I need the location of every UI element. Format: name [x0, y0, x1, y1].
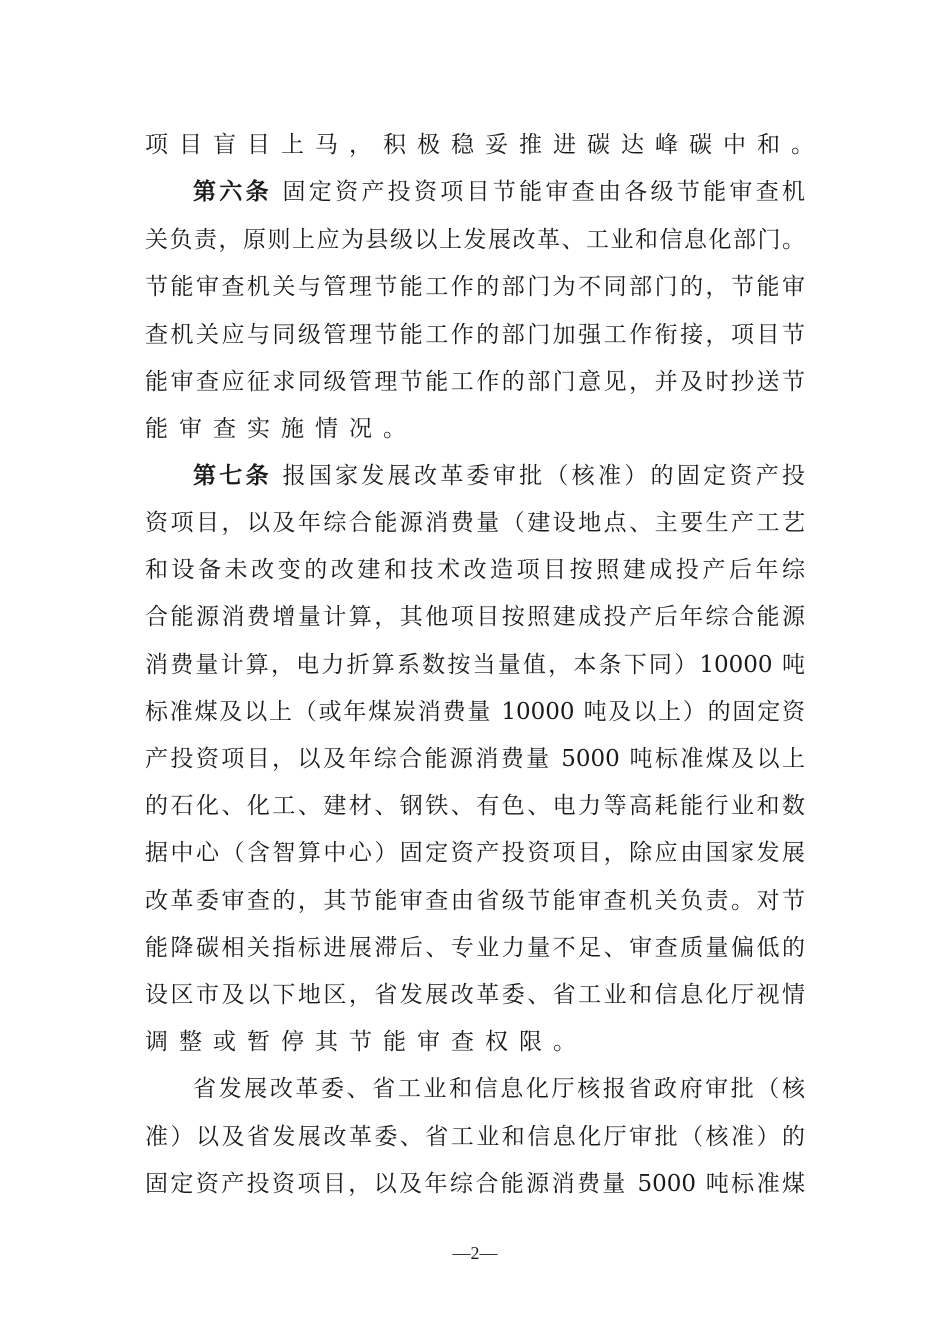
text-line: 资项目，以及年综合能源消费量（建设地点、主要生产工艺 — [145, 510, 805, 536]
text-line: 项目盲目上马，积极稳妥推进碳达峰碳中和。 — [145, 132, 825, 158]
text-line: 能审查实施情况。 — [145, 416, 417, 442]
text-line: 标准煤及以上（或年煤炭消费量 10000 吨及以上）的固定资 — [145, 699, 805, 725]
text-line: 和设备未改变的改建和技术改造项目按照建成投产后年综 — [145, 557, 805, 583]
article-7-first-line — [193, 456, 805, 496]
text-line: 固定资产投资项目，以及年综合能源消费量 5000 吨标准煤 — [145, 1171, 805, 1197]
text-line: 准）以及省发展改革委、省工业和信息化厅审批（核准）的 — [145, 1124, 805, 1150]
page-number: —2— — [452, 1243, 498, 1263]
text-line: 查机关应与同级管理节能工作的部门加强工作衔接，项目节 — [145, 322, 805, 348]
text-line: 产投资项目，以及年综合能源消费量 5000 吨标准煤及以上 — [145, 746, 805, 772]
text-line: 合能源消费增量计算，其他项目按照建成投产后年综合能源 — [145, 604, 805, 630]
text-line: 报国家发展改革委审批（核准）的固定资产投 — [282, 463, 806, 489]
article-heading: 第六条 — [193, 179, 272, 205]
text-line: 改革委审查的，其节能审查由省级节能审查机关负责。对节 — [145, 888, 805, 914]
text-line: 能审查应征求同级管理节能工作的部门意见，并及时抄送节 — [145, 369, 805, 395]
text-line: 据中心（含智算中心）固定资产投资项目，除应由国家发展 — [145, 840, 805, 866]
text-line: 节能审查机关与管理节能工作的部门为不同部门的，节能审 — [145, 274, 805, 300]
text-line: 省发展改革委、省工业和信息化厅核报省政府审批（核 — [193, 1076, 805, 1102]
article-6-first-line — [193, 172, 805, 212]
text-line: 设区市及以下地区，省发展改革委、省工业和信息化厅视情 — [145, 982, 805, 1008]
text-line: 的石化、化工、建材、钢铁、有色、电力等高耗能行业和数 — [145, 793, 805, 819]
text-line: 调整或暂停其节能审查权限。 — [145, 1029, 587, 1055]
text-line: 能降碳相关指标进展滞后、专业力量不足、审查质量偏低的 — [145, 935, 805, 961]
text-line: 固定资产投资项目节能审查由各级节能审查机 — [282, 179, 806, 205]
text-line: 消费量计算，电力折算系数按当量值，本条下同）10000 吨 — [145, 652, 805, 678]
text-line: 关负责，原则上应为县级以上发展改革、工业和信息化部门。 — [145, 227, 805, 253]
article-heading: 第七条 — [193, 463, 272, 489]
